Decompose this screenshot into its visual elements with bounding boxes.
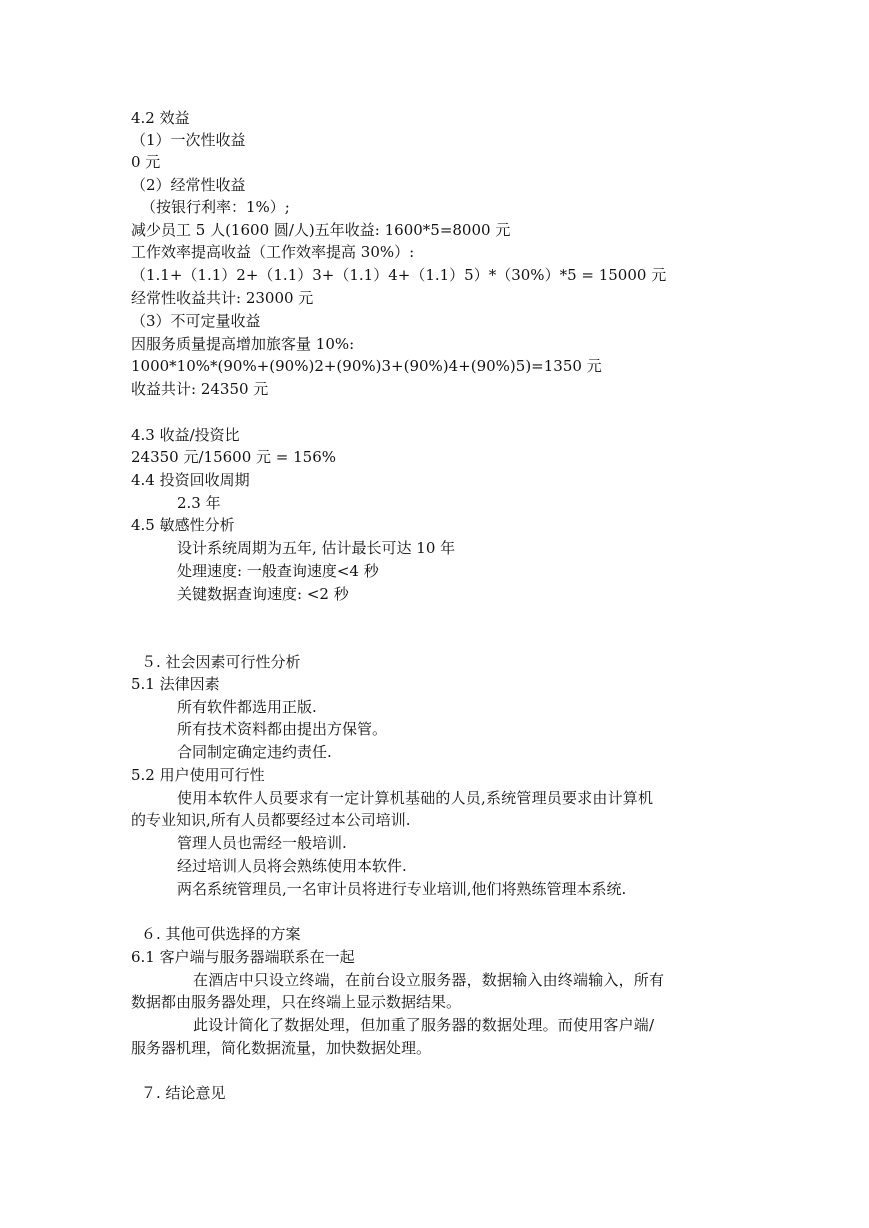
section-heading-4-3: 4.3 收益/投资比 xyxy=(131,426,240,444)
text-line: 关键数据查询速度: <2 秒 xyxy=(177,585,349,603)
text-line: 在酒店中只设立终端，在前台设立服务器，数据输入由终端输入，所有 xyxy=(193,971,665,989)
text-line: 所有软件都选用正版. xyxy=(177,698,317,716)
text-line: 经过培训人员将会熟练使用本软件. xyxy=(177,857,407,875)
text-line: 的专业知识,所有人员都要经过本公司培训. xyxy=(131,811,411,829)
subheading-regular-income: （2）经常性收益 xyxy=(131,176,246,194)
text-line: （按银行利率：1%）; xyxy=(141,198,290,216)
formula-line: 1000*10%*(90%+(90%)2+(90%)3+(90%)4+(90%)5)=1350 元 xyxy=(131,357,602,375)
text-line: 数据都由服务器处理，只在终端上显示数据结果。 xyxy=(131,993,462,1011)
text-line: 因服务质量提高增加旅客量 10%: xyxy=(131,335,355,353)
text-line: 工作效率提高收益（工作效率提高 30%）: xyxy=(131,243,415,261)
section-heading-6: ６. 其他可供选择的方案 xyxy=(141,925,301,943)
section-heading-5-1: 5.1 法律因素 xyxy=(131,675,220,693)
text-line: 0 元 xyxy=(131,153,161,171)
text-line: 所有技术资料都由提出方保管。 xyxy=(177,720,388,738)
subheading-unquantifiable-income: （3）不可定量收益 xyxy=(131,312,261,330)
subheading-one-time-income: （1）一次性收益 xyxy=(131,131,246,149)
formula-line: （1.1+（1.1）2+（1.1）3+（1.1）4+（1.1）5）*（30%）*5 = 15000 元 xyxy=(131,266,667,284)
section-heading-5: ５. 社会因素可行性分析 xyxy=(141,653,301,671)
text-line: 设计系统周期为五年, 估计最长可达 10 年 xyxy=(177,539,456,557)
text-line: 服务器机理，简化数据流量，加快数据处理。 xyxy=(131,1039,432,1057)
section-heading-4-2: 4.2 效益 xyxy=(131,109,190,127)
text-line: 使用本软件人员要求有一定计算机基础的人员,系统管理员要求由计算机 xyxy=(177,789,654,807)
text-line: 收益共计: 24350 元 xyxy=(131,380,269,398)
text-line: 管理人员也需经一般培训. xyxy=(177,834,347,852)
section-heading-4-5: 4.5 敏感性分析 xyxy=(131,516,235,534)
section-heading-5-2: 5.2 用户使用可行性 xyxy=(131,766,265,784)
text-line: 合同制定确定违约责任. xyxy=(177,743,332,761)
text-line: 两名系统管理员,一名审计员将进行专业培训,他们将熟练管理本系统. xyxy=(177,880,627,898)
section-heading-4-4: 4.4 投资回收周期 xyxy=(131,471,250,489)
text-line: 此设计简化了数据处理，但加重了服务器的数据处理。而使用客户端/ xyxy=(193,1016,655,1034)
text-line: 处理速度: 一般查询速度<4 秒 xyxy=(177,562,379,580)
text-line: 减少员工 5 人(1600 圆/人)五年收益: 1600*5=8000 元 xyxy=(131,221,511,239)
section-heading-7: ７. 结论意见 xyxy=(141,1084,226,1102)
section-heading-6-1: 6.1 客户端与服务器端联系在一起 xyxy=(131,948,355,966)
text-line: 经常性收益共计: 23000 元 xyxy=(131,289,314,307)
text-line: 24350 元/15600 元 = 156% xyxy=(131,448,337,466)
text-line: 2.3 年 xyxy=(177,494,221,512)
